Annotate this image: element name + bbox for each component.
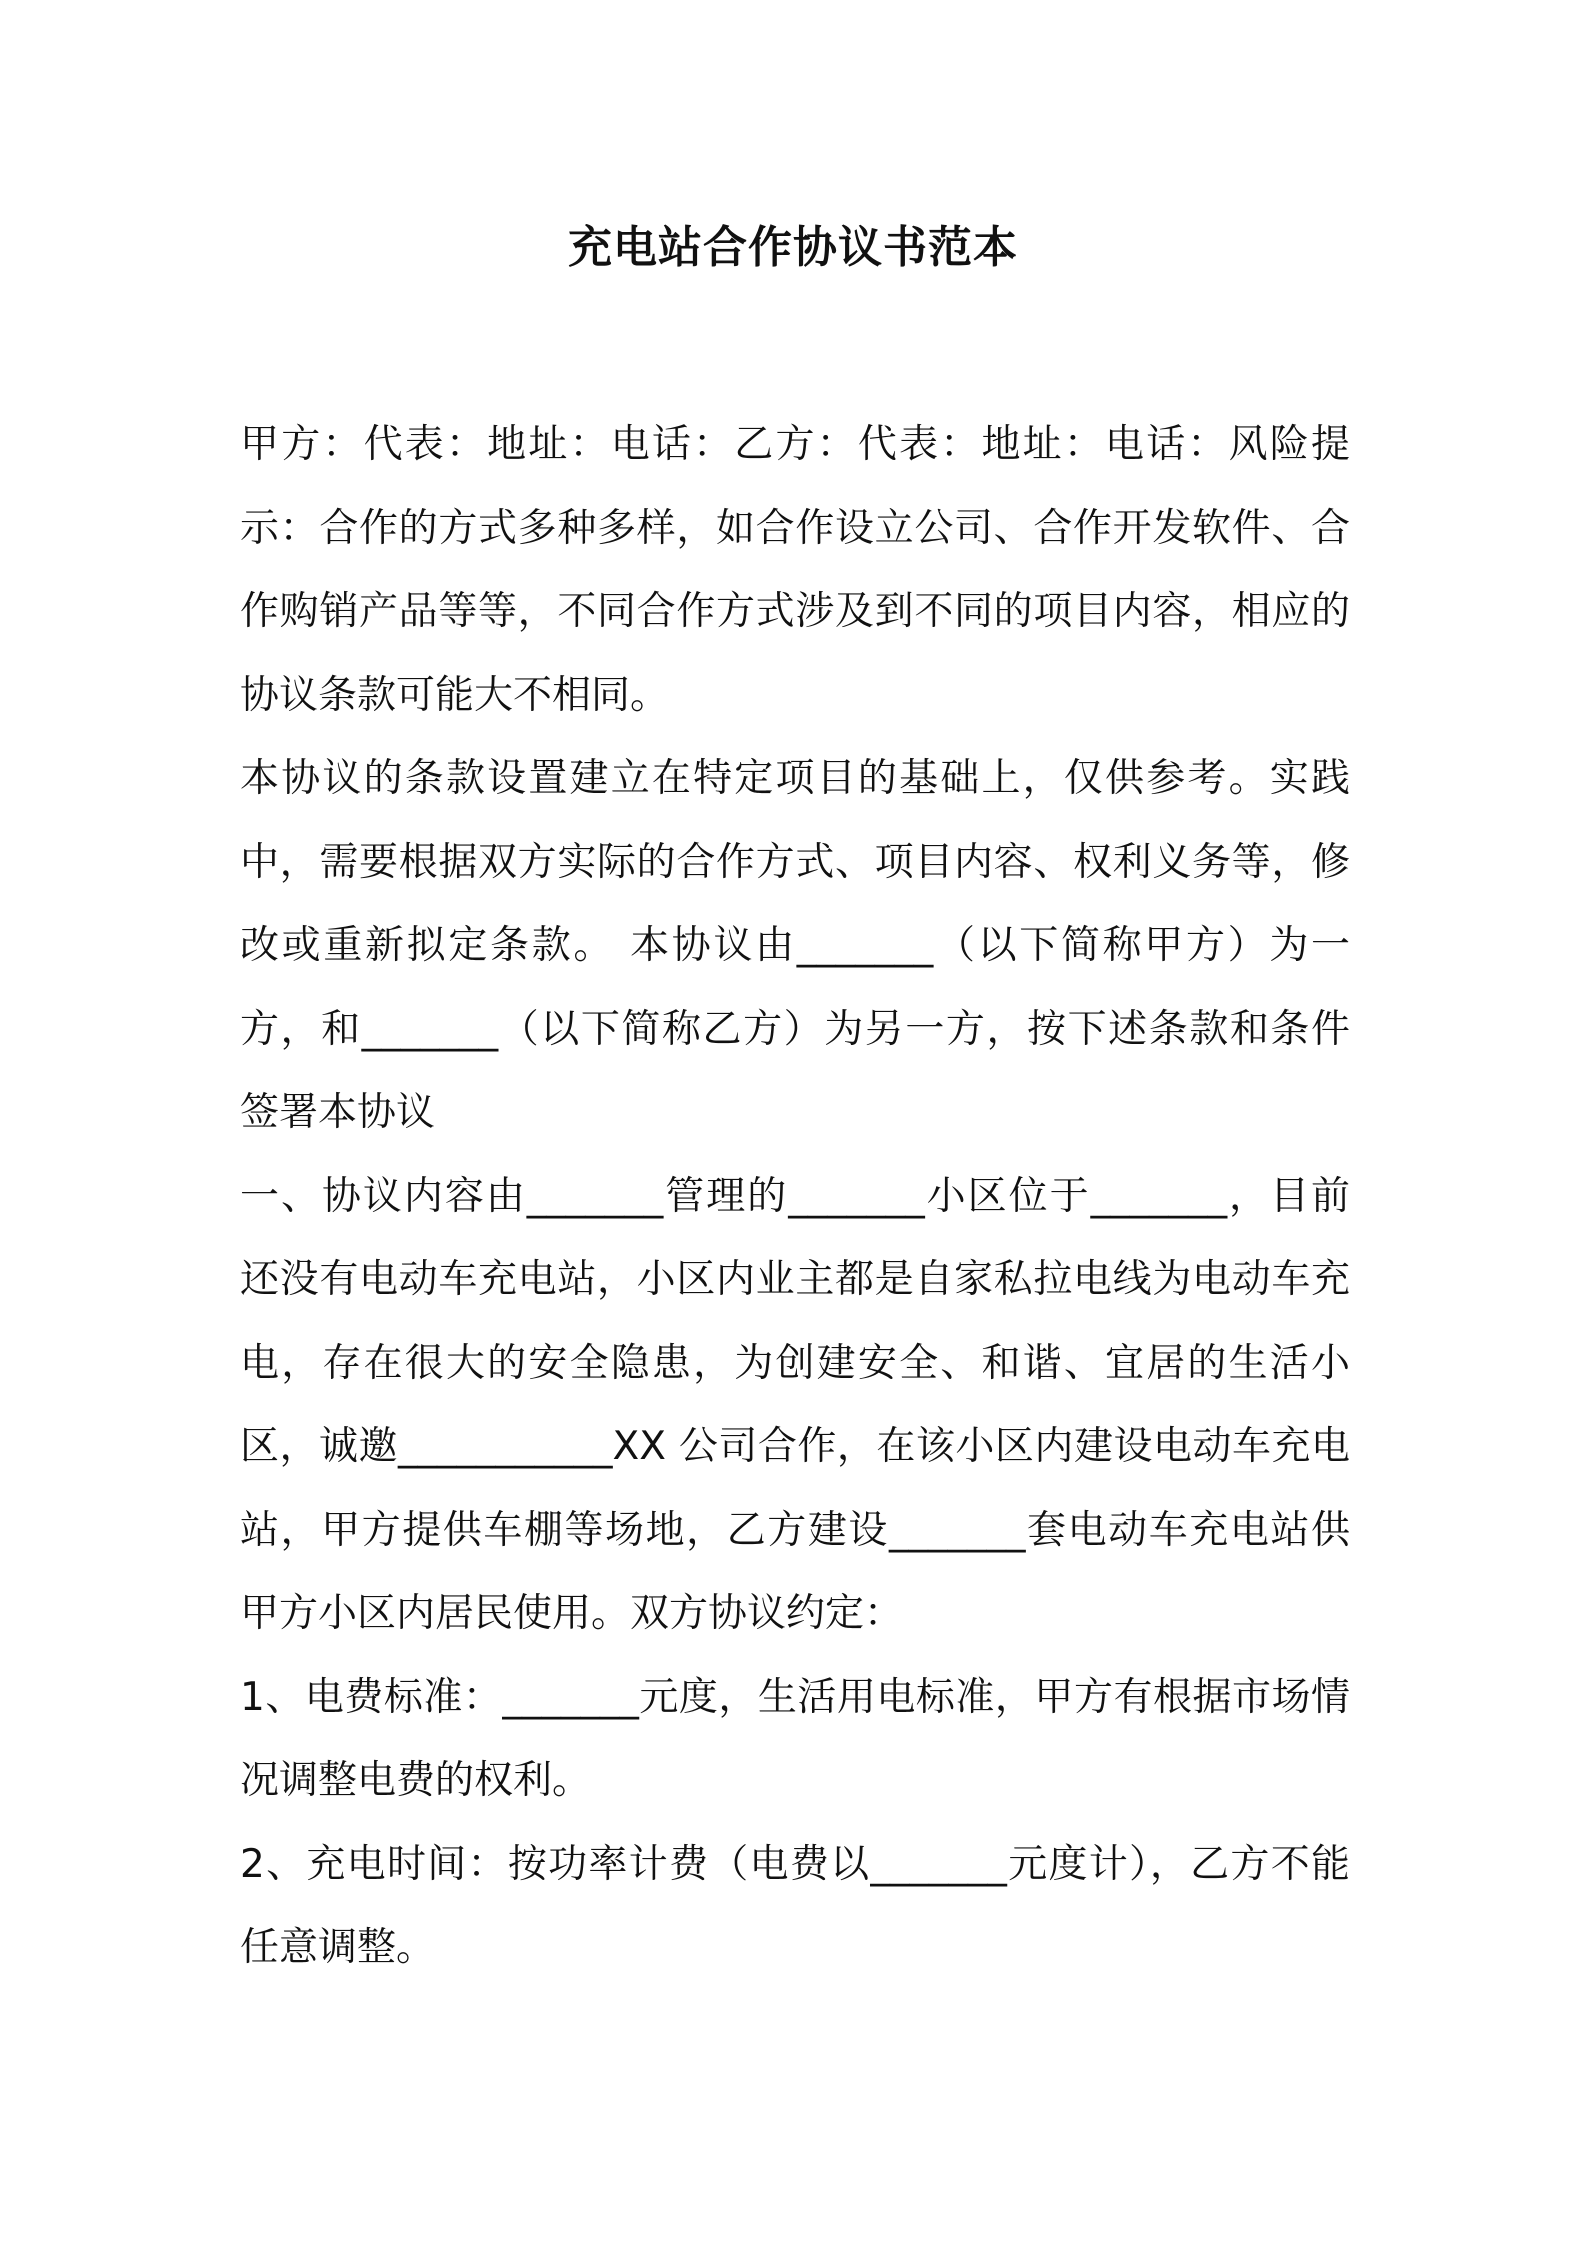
paragraph-electricity-fee: 1、电费标准：_______元度，生活用电标准，甲方有根据市场情况调整电费的权利。 (240, 1674, 1350, 1803)
paragraph-charging-time: 2、充电时间：按功率计费（电费以_______元度计），乙方不能任意调整。 (240, 1841, 1350, 1970)
paragraph-agreement-basis: 本协议的条款设置建立在特定项目的基础上，仅供参考。实践中，需要根据双方实际的合作方式、项目内容、权利义务等，修改或重新拟定条款。 本协议由_______（以下简称甲方）为一方，和_______（以下简称乙方）为另一方，按下述条款和条件签署本协议 (240, 756, 1350, 1135)
document-body (240, 403, 1350, 1990)
document-title: 充电站合作协议书范本 (568, 222, 1018, 273)
paragraph-clause-one: 一、协议内容由_______管理的_______小区位于_______，目前还没有电动车充电站，小区内业主都是自家私拉电线为电动车充电，存在很大的安全隐患，为创建安全、和谐、宜居的生活小区，诚邀___________XX 公司合作，在该小区内建设电动车充电站，甲方提供车棚等场地，乙方建设_______套电动车充电站供甲方小区内居民使用。双方协议约定： (240, 1173, 1350, 1636)
paragraph-parties: 甲方：代表：地址：电话：乙方：代表：地址：电话：风险提示：合作的方式多种多样，如合作设立公司、合作开发软件、合作购销产品等等，不同合作方式涉及到不同的项目内容，相应的协议条款可能大不相同。 (240, 422, 1350, 718)
